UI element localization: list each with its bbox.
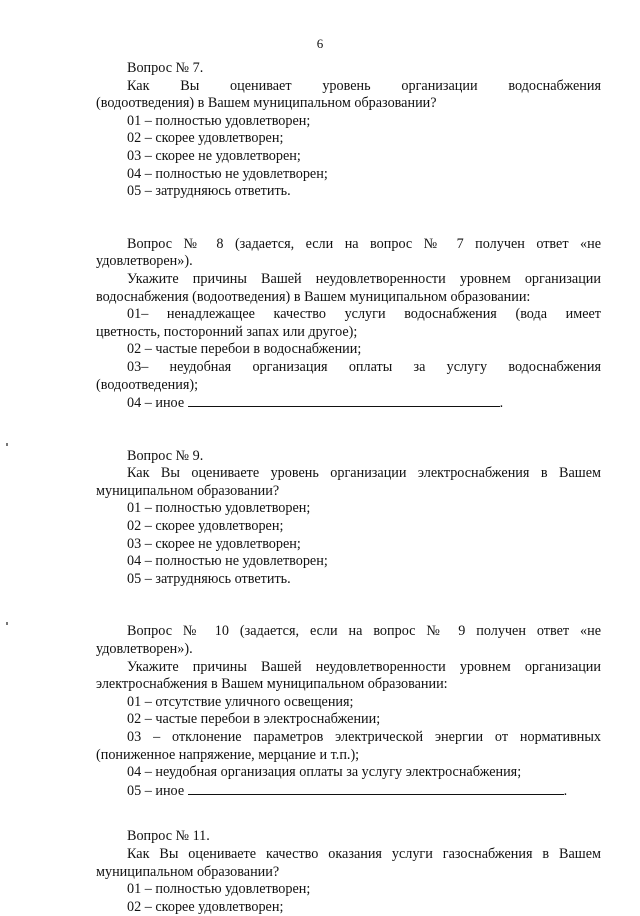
question-intro: Вопрос № 8 (задается, если на вопрос № 7 получен ответ «не <box>127 235 601 252</box>
question-7 <box>96 60 601 201</box>
answer-option: 02 – частые перебои в водоснабжении; <box>127 341 362 358</box>
question-intro: Вопрос № 10 (задается, если на вопрос № 9 получен ответ «не <box>127 623 601 640</box>
answer-option: 04 – полностью не удовлетворен; <box>127 553 328 570</box>
answer-option: 02 – частые перебои в электроснабжении; <box>127 711 381 728</box>
question-text: Как Вы оценивает уровень организации водоснабжения <box>127 77 601 94</box>
question-text: электроснабжения в Вашем муниципальном образовании: <box>96 676 448 693</box>
question-11 <box>96 828 601 916</box>
answer-option: 02 – скорее удовлетворен; <box>127 130 284 147</box>
question-10 <box>96 623 601 800</box>
answer-option: 03– неудобная организация оплаты за услугу водоснабжения <box>127 358 601 375</box>
margin-mark <box>6 622 8 625</box>
answer-option-continued: цветность, посторонний запах или другое); <box>96 323 358 340</box>
question-text: Как Вы оцениваете уровень организации электроснабжения в Вашем <box>127 465 601 482</box>
answer-option: 01 – полностью удовлетворен; <box>127 881 311 898</box>
answer-option: 05 – затрудняюсь ответить. <box>127 183 291 200</box>
document-body <box>96 60 601 916</box>
answer-option: 03 – отклонение параметров электрической энергии от нормативных <box>127 729 601 745</box>
answer-option-label: 05 – иное <box>127 782 185 799</box>
margin-mark <box>6 443 8 446</box>
question-text: Укажите причины Вашей неудовлетворенности уровнем организации <box>127 658 601 675</box>
answer-option-end: . <box>499 395 504 412</box>
question-text: (водоотведения) в Вашем муниципальном образовании? <box>96 95 437 112</box>
question-title: Вопрос № 9. <box>127 447 204 464</box>
answer-option: 01 – отсутствие уличного освещения; <box>127 693 354 710</box>
answer-option: 01– ненадлежащее качество услуги водоснабжения (вода имеет <box>127 306 601 323</box>
question-9 <box>96 448 601 589</box>
question-title: Вопрос № 7. <box>127 60 204 76</box>
answer-option: 01 – полностью удовлетворен; <box>127 112 311 129</box>
fill-in-blank-line <box>188 782 564 795</box>
answer-option: 02 – скорее удовлетворен; <box>127 898 284 915</box>
answer-option: 05 – затрудняюсь ответить. <box>127 570 291 587</box>
question-title: Вопрос № 11. <box>127 828 210 845</box>
answer-option: 02 – скорее удовлетворен; <box>127 518 284 535</box>
question-text: водоснабжения (водоотведения) в Вашем муниципальном образовании: <box>96 288 531 305</box>
fill-in-blank-line <box>188 394 500 407</box>
answer-option-other <box>96 782 601 801</box>
answer-option-other <box>96 394 601 413</box>
question-intro: удовлетворен»). <box>96 641 193 658</box>
question-intro: удовлетворен»). <box>96 253 193 270</box>
question-8 <box>96 236 601 413</box>
question-text: муниципальном образовании? <box>96 863 280 880</box>
page-number: 6 <box>316 36 324 51</box>
answer-option: 04 – полностью не удовлетворен; <box>127 165 328 182</box>
question-text: Укажите причины Вашей неудовлетворенности уровнем организации <box>127 270 601 287</box>
answer-option-end: . <box>563 782 568 799</box>
answer-option-continued: (водоотведения); <box>96 376 199 393</box>
question-text: муниципальном образовании? <box>96 482 280 499</box>
answer-option-label: 04 – иное <box>127 395 185 412</box>
question-text: Как Вы оцениваете качество оказания услуги газоснабжения в Вашем <box>127 845 601 862</box>
answer-option: 04 – неудобная организация оплаты за услугу электроснабжения; <box>127 764 522 781</box>
answer-option-continued: (пониженное напряжение, мерцание и т.п.); <box>96 746 360 763</box>
answer-option: 01 – полностью удовлетворен; <box>127 500 311 517</box>
answer-option: 03 – скорее не удовлетворен; <box>127 147 301 164</box>
answer-option: 03 – скорее не удовлетворен; <box>127 535 301 552</box>
